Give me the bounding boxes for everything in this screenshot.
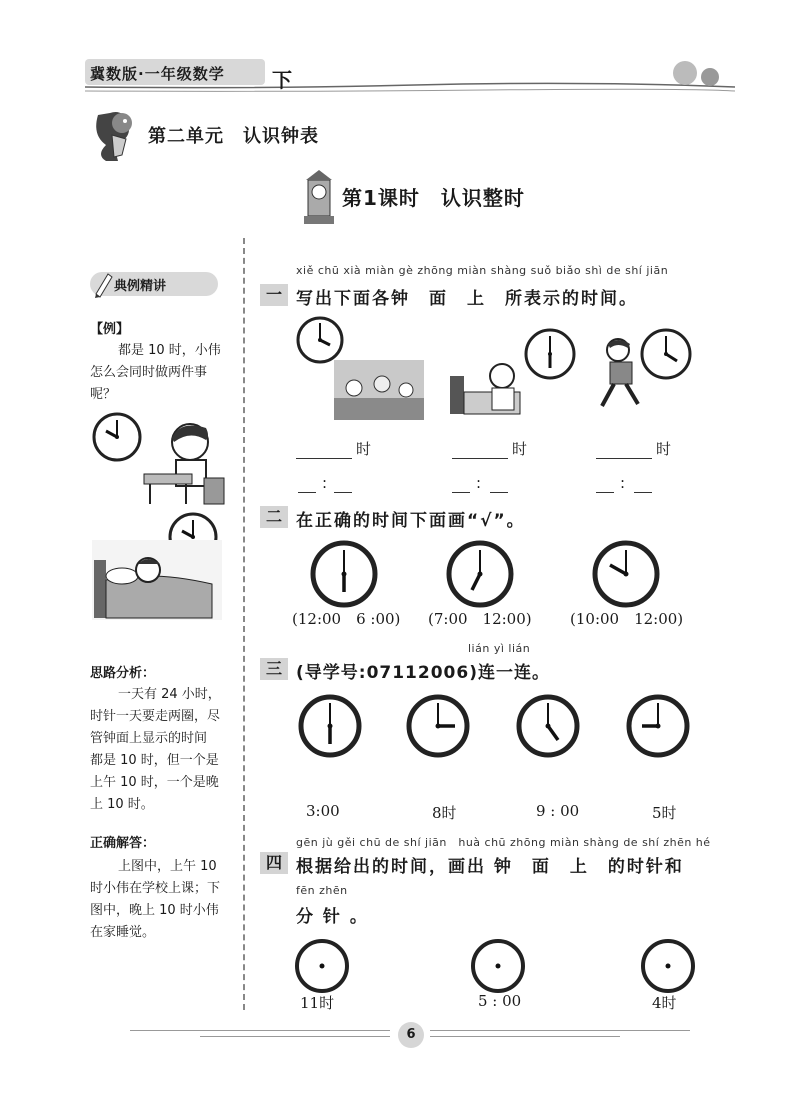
q3-text: (导学号:07112006)连一连。	[296, 663, 550, 683]
q1-blank-3[interactable]	[596, 458, 652, 459]
q2-option-2: (7:00 12:00)	[428, 610, 532, 628]
playground-image	[334, 360, 424, 420]
example-label: 【例】	[90, 322, 130, 337]
q1-blank-1[interactable]	[296, 458, 352, 459]
clock-icon	[446, 540, 514, 608]
q1-colon-2: :	[476, 474, 482, 492]
analysis-line-5: 上午 10 时，一个是晚	[90, 775, 219, 790]
q4-pinyin-1: gēn jù gěi chū de shí jiān huà chū zhōng miàn shàng de shí zhēn hé	[296, 836, 711, 849]
clock-icon	[524, 328, 576, 380]
q4-text-2: 分 针 。	[296, 907, 369, 927]
q3-number: 三	[260, 658, 288, 680]
q4-pinyin-2: fēn zhēn	[296, 884, 348, 897]
answer-line-1: 上图中，上午 10	[118, 859, 217, 874]
analysis-line-6: 上 10 时。	[90, 797, 154, 812]
clock-icon	[516, 694, 580, 758]
clock-icon	[298, 694, 362, 758]
analysis-line-2: 时针一天要走两圈，尽	[90, 709, 221, 724]
clock-icon	[310, 540, 378, 608]
boy-sleeping-image	[92, 540, 222, 620]
q1-number: 一	[260, 284, 288, 306]
analysis-line-4: 都是 10 时，但一个是	[90, 753, 219, 768]
example-line-1: 都是 10 时，小伟	[118, 343, 221, 358]
clock-icon	[592, 540, 660, 608]
q4-number: 四	[260, 852, 288, 874]
lesson-title: 第1课时 认识整时	[342, 186, 525, 210]
clock-icon	[640, 328, 692, 380]
q1-hour-blank-3[interactable]	[596, 492, 614, 493]
answer-line-4: 在家睡觉。	[90, 925, 156, 940]
q2-option-3: (10:00 12:00)	[570, 610, 684, 628]
footer-rule-left	[130, 1030, 390, 1031]
example-line-2: 怎么会同时做两件事	[90, 365, 208, 380]
q1-unit-3: 时	[656, 440, 672, 458]
boy-waking-image	[450, 356, 530, 416]
clock-icon	[296, 316, 344, 364]
blank-clock-icon[interactable]	[294, 938, 350, 994]
clock-icon	[406, 694, 470, 758]
unit-title: 第二单元 认识钟表	[148, 126, 319, 147]
analysis-line-1: 一天有 24 小时，	[118, 687, 221, 702]
q2-option-1: (12:00 6 :00)	[292, 610, 401, 628]
q1-colon-1: :	[322, 474, 328, 492]
footer-rule-right-2	[430, 1036, 620, 1037]
answer-label: 正确解答：	[90, 836, 156, 851]
q4-label-3: 4时	[652, 994, 677, 1012]
example-line-3: 呢？	[90, 387, 117, 402]
clock-tower-icon	[300, 170, 338, 226]
q3-label-2: 8时	[432, 804, 457, 822]
q1-text: 写出下面各钟 面 上 所表示的时间。	[296, 289, 638, 309]
series-title: 冀数版·一年级数学	[90, 65, 225, 83]
volume-mark: 下	[272, 68, 292, 92]
answer-line-2: 时小伟在学校上课；下	[90, 881, 221, 896]
blank-clock-icon[interactable]	[470, 938, 526, 994]
q1-colon-3: :	[620, 474, 626, 492]
page-number: 6	[398, 1022, 424, 1048]
column-divider	[243, 238, 245, 1010]
q1-minute-blank-2[interactable]	[490, 492, 508, 493]
footer-rule-right	[430, 1030, 690, 1031]
analysis-label: 思路分析：	[90, 666, 156, 681]
q1-minute-blank-3[interactable]	[634, 492, 652, 493]
q3-label-3: 9 : 00	[536, 802, 580, 820]
q1-unit-1: 时	[356, 440, 372, 458]
q3-label-4: 5时	[652, 804, 677, 822]
q1-hour-blank-2[interactable]	[452, 492, 470, 493]
squirrel-mascot-icon	[92, 105, 144, 163]
q4-label-2: 5 : 00	[478, 992, 522, 1010]
blank-clock-icon[interactable]	[640, 938, 696, 994]
q1-pinyin: xiě chū xià miàn gè zhōng miàn shàng suǒ biǎo shì de shí jiān	[296, 264, 669, 277]
q3-label-1: 3:00	[306, 802, 340, 820]
clock-icon	[626, 694, 690, 758]
q2-text: 在正确的时间下面画“√”。	[296, 511, 526, 531]
example-tag: 典例精讲	[114, 279, 167, 294]
q1-minute-blank-1[interactable]	[334, 492, 352, 493]
answer-line-3: 图中，晚上 10 时小伟	[90, 903, 219, 918]
pencil-icon	[92, 270, 114, 298]
footer-rule-left-2	[200, 1036, 390, 1037]
q1-hour-blank-1[interactable]	[298, 492, 316, 493]
q4-label-1: 11时	[300, 994, 335, 1012]
boy-at-desk-image	[140, 418, 230, 506]
clock-icon	[92, 412, 142, 462]
q3-pinyin: lián yì lián	[468, 642, 531, 655]
q1-blank-2[interactable]	[452, 458, 508, 459]
q2-number: 二	[260, 506, 288, 528]
q4-text-1: 根据给出的时间，画出 钟 面 上 的时针和	[296, 857, 684, 877]
q1-unit-2: 时	[512, 440, 528, 458]
analysis-line-3: 管钟面上显示的时间	[90, 731, 208, 746]
